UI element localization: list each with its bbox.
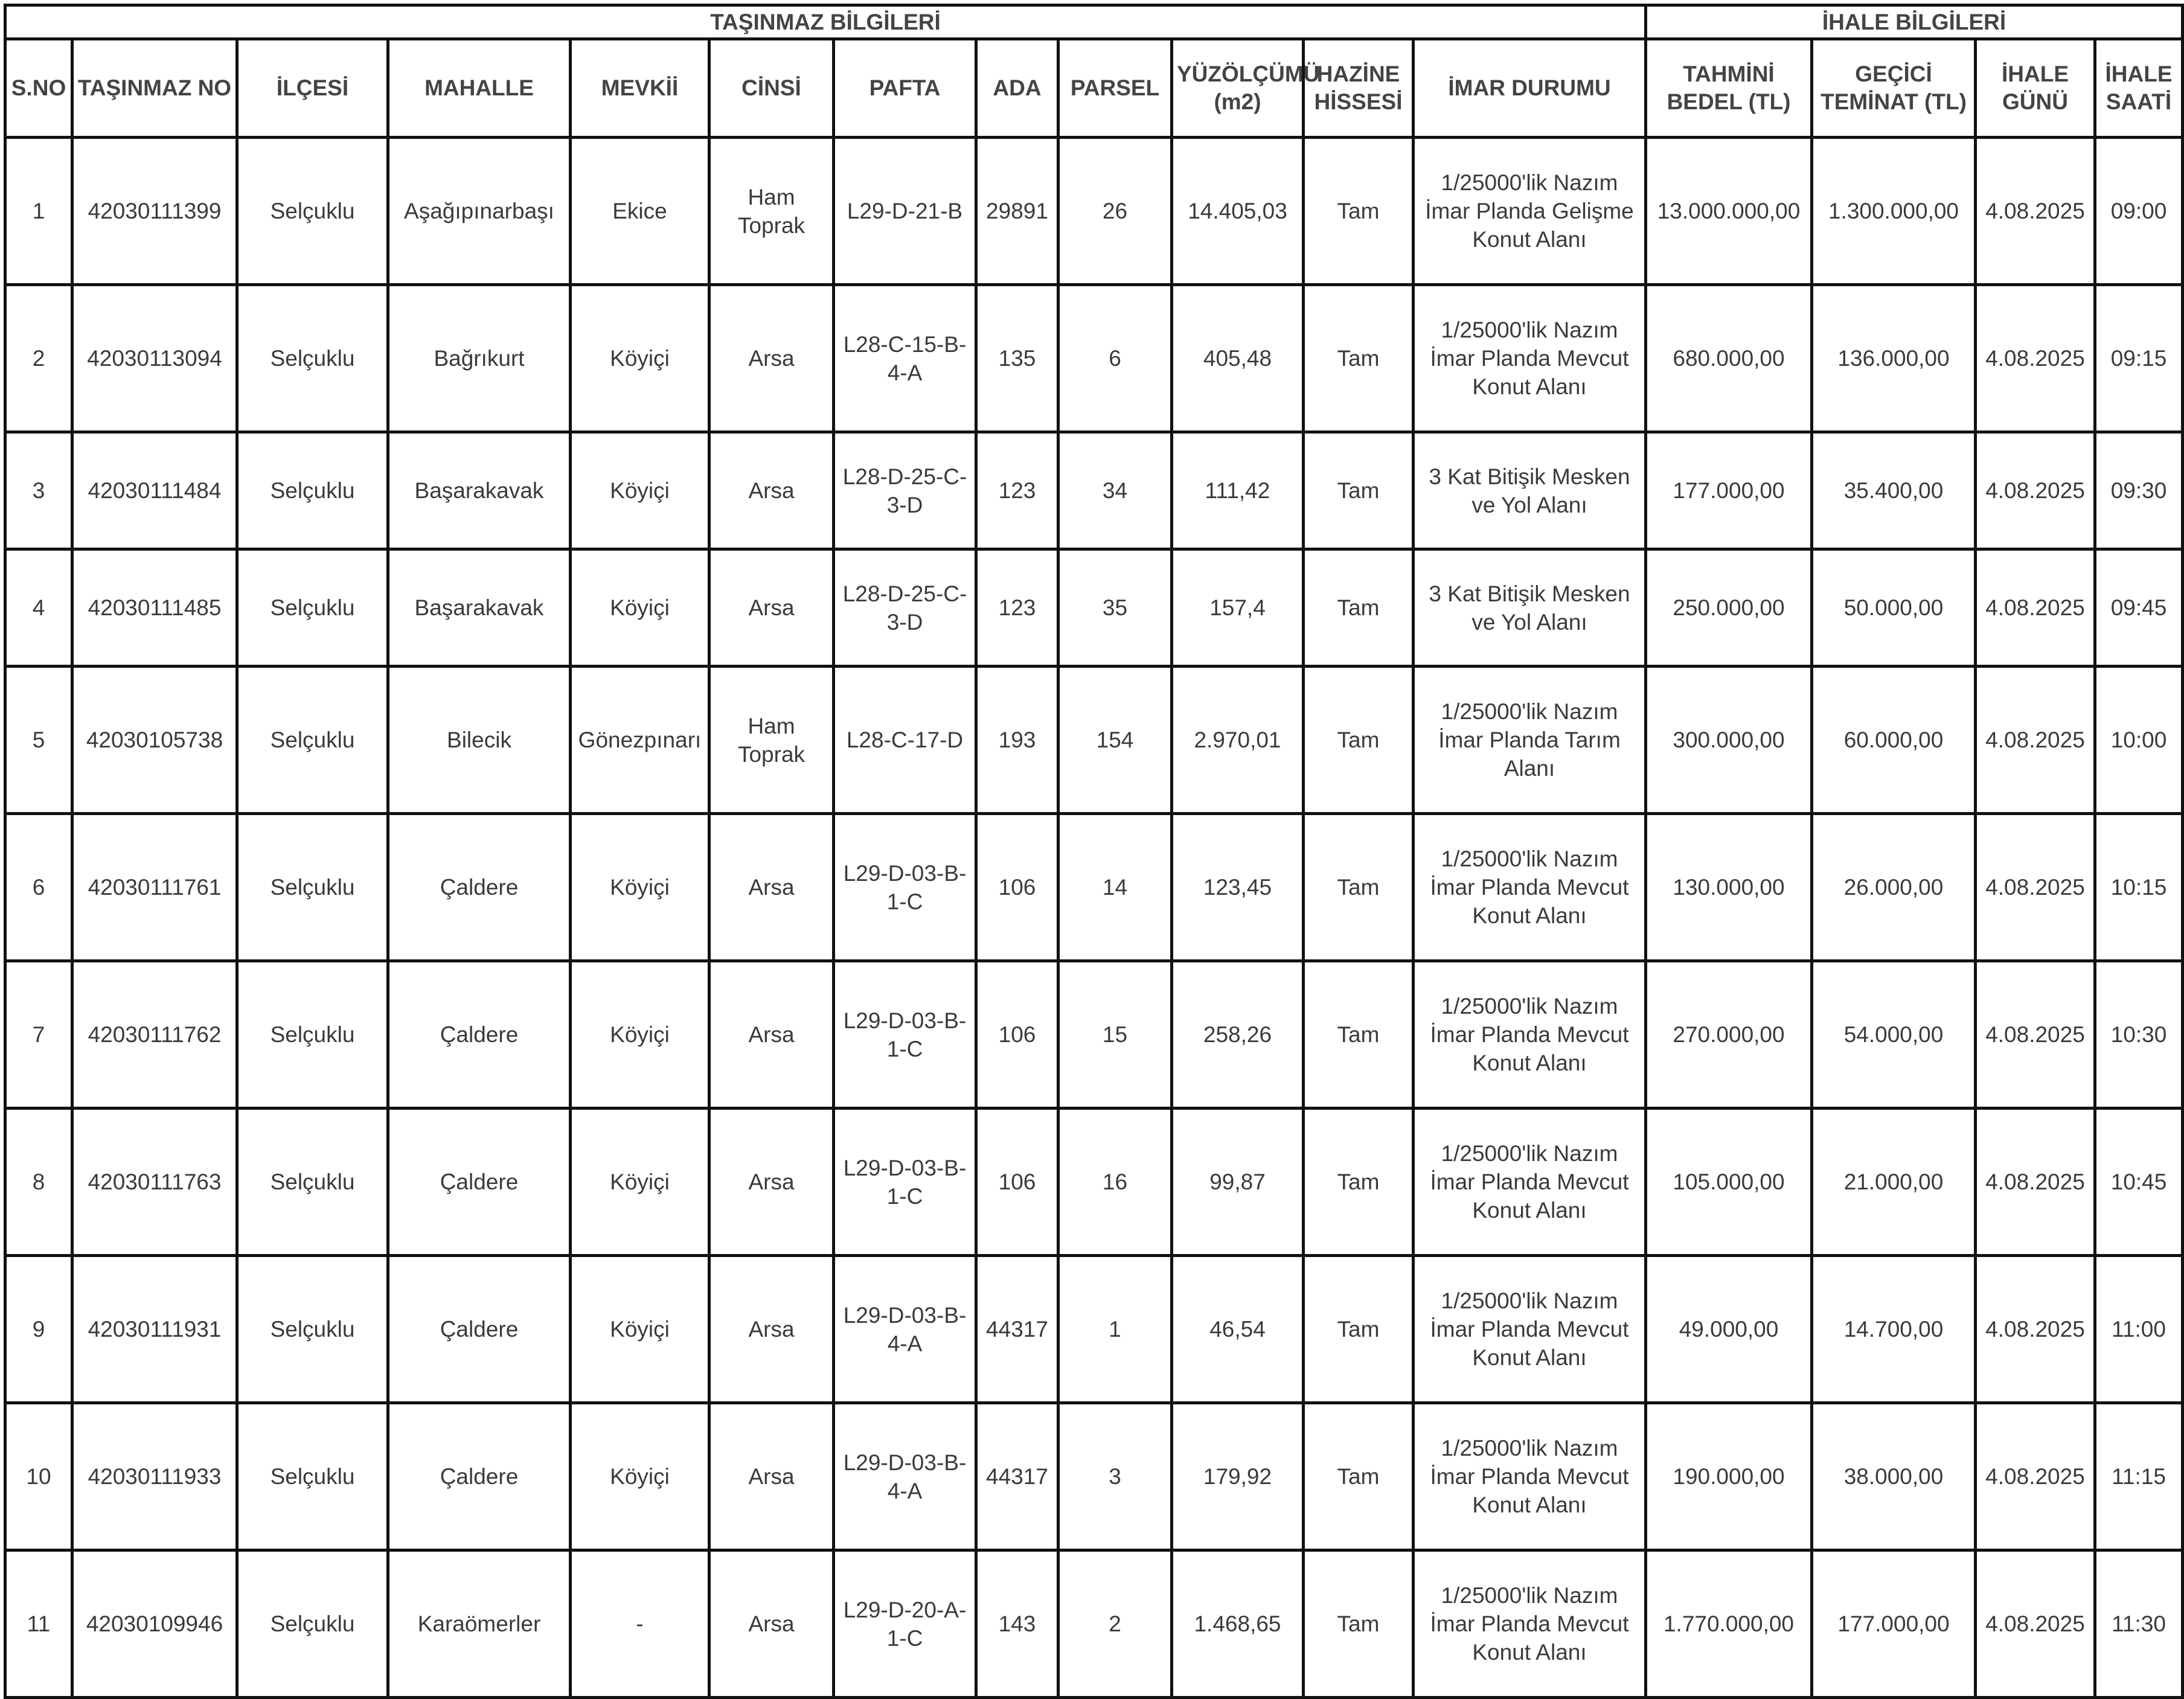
cell-gecici-teminat: 38.000,00 xyxy=(1812,1403,1976,1550)
cell-mevkii: Ekice xyxy=(571,138,709,285)
cell-imar-durumu: 1/25000'lik Nazım İmar Planda Mevcut Konut Alanı xyxy=(1414,814,1646,961)
cell-mahalle: Başarakavak xyxy=(388,432,571,549)
cell-mevkii: Köyiçi xyxy=(571,285,709,432)
cell-imar-durumu: 1/25000'lik Nazım İmar Planda Gelişme Konut Alanı xyxy=(1414,138,1646,285)
cell-tasinmaz-no: 42030109946 xyxy=(72,1550,237,1698)
cell-gecici-teminat: 1.300.000,00 xyxy=(1812,138,1976,285)
cell-pafta: L28-D-25-C-3-D xyxy=(834,432,976,549)
cell-sno: 10 xyxy=(5,1403,72,1550)
cell-ada: 44317 xyxy=(976,1403,1058,1550)
cell-ihale-gunu: 4.08.2025 xyxy=(1976,1256,2095,1403)
cell-ada: 123 xyxy=(976,432,1058,549)
cell-parsel: 3 xyxy=(1058,1403,1172,1550)
cell-ada: 106 xyxy=(976,961,1058,1109)
cell-ihale-gunu: 4.08.2025 xyxy=(1976,667,2095,814)
cell-pafta: L28-C-17-D xyxy=(834,667,976,814)
table-row xyxy=(5,1550,2183,1698)
cell-yuzolcumu: 14.405,03 xyxy=(1172,138,1304,285)
cell-hazine-hissesi: Tam xyxy=(1304,432,1414,549)
cell-cinsi: Arsa xyxy=(709,1550,834,1698)
cell-cinsi: Arsa xyxy=(709,432,834,549)
cell-mevkii: Köyiçi xyxy=(571,1403,709,1550)
cell-sno: 1 xyxy=(5,138,72,285)
cell-ihale-saati: 11:15 xyxy=(2095,1403,2183,1550)
cell-yuzolcumu: 405,48 xyxy=(1172,285,1304,432)
col-header-pafta: PAFTA xyxy=(834,39,976,138)
cell-hazine-hissesi: Tam xyxy=(1304,1403,1414,1550)
table-row xyxy=(5,961,2183,1109)
cell-imar-durumu: 1/25000'lik Nazım İmar Planda Mevcut Konut Alanı xyxy=(1414,1109,1646,1256)
cell-yuzolcumu: 111,42 xyxy=(1172,432,1304,549)
cell-pafta: L29-D-03-B-1-C xyxy=(834,1109,976,1256)
cell-cinsi: Arsa xyxy=(709,961,834,1109)
cell-yuzolcumu: 1.468,65 xyxy=(1172,1550,1304,1698)
table-row xyxy=(5,138,2183,285)
cell-mahalle: Çaldere xyxy=(388,1256,571,1403)
cell-tahmini-bedel: 13.000.000,00 xyxy=(1646,138,1812,285)
cell-ihale-saati: 10:00 xyxy=(2095,667,2183,814)
cell-tahmini-bedel: 49.000,00 xyxy=(1646,1256,1812,1403)
cell-pafta: L29-D-03-B-1-C xyxy=(834,814,976,961)
cell-mevkii: Köyiçi xyxy=(571,1256,709,1403)
cell-ihale-gunu: 4.08.2025 xyxy=(1976,814,2095,961)
cell-imar-durumu: 1/25000'lik Nazım İmar Planda Mevcut Konut Alanı xyxy=(1414,1256,1646,1403)
col-header-tasinmaz-no: TAŞINMAZ NO xyxy=(72,39,237,138)
col-header-gecici-teminat: GEÇİCİ TEMİNAT (TL) xyxy=(1812,39,1976,138)
cell-tasinmaz-no: 42030105738 xyxy=(72,667,237,814)
cell-sno: 5 xyxy=(5,667,72,814)
cell-ihale-saati: 11:30 xyxy=(2095,1550,2183,1698)
cell-pafta: L29-D-20-A-1-C xyxy=(834,1550,976,1698)
cell-ilce: Selçuklu xyxy=(237,1109,388,1256)
cell-imar-durumu: 3 Kat Bitişik Mesken ve Yol Alanı xyxy=(1414,549,1646,667)
cell-tasinmaz-no: 42030111484 xyxy=(72,432,237,549)
cell-ada: 193 xyxy=(976,667,1058,814)
cell-gecici-teminat: 136.000,00 xyxy=(1812,285,1976,432)
cell-sno: 2 xyxy=(5,285,72,432)
cell-tasinmaz-no: 42030111761 xyxy=(72,814,237,961)
cell-ada: 106 xyxy=(976,814,1058,961)
cell-sno: 8 xyxy=(5,1109,72,1256)
cell-imar-durumu: 1/25000'lik Nazım İmar Planda Mevcut Konut Alanı xyxy=(1414,1403,1646,1550)
col-header-cinsi: CİNSİ xyxy=(709,39,834,138)
cell-mahalle: Aşağıpınarbaşı xyxy=(388,138,571,285)
cell-tahmini-bedel: 177.000,00 xyxy=(1646,432,1812,549)
cell-ilce: Selçuklu xyxy=(237,1256,388,1403)
cell-mahalle: Bilecik xyxy=(388,667,571,814)
cell-ada: 135 xyxy=(976,285,1058,432)
table-row xyxy=(5,1256,2183,1403)
cell-ihale-gunu: 4.08.2025 xyxy=(1976,961,2095,1109)
cell-ilce: Selçuklu xyxy=(237,138,388,285)
col-header-ilce: İLÇESİ xyxy=(237,39,388,138)
cell-ihale-gunu: 4.08.2025 xyxy=(1976,549,2095,667)
col-header-imar-durumu: İMAR DURUMU xyxy=(1414,39,1646,138)
cell-gecici-teminat: 177.000,00 xyxy=(1812,1550,1976,1698)
cell-ihale-gunu: 4.08.2025 xyxy=(1976,1403,2095,1550)
auction-table xyxy=(4,4,2184,1699)
cell-cinsi: Arsa xyxy=(709,1109,834,1256)
cell-mevkii: Köyiçi xyxy=(571,432,709,549)
cell-tasinmaz-no: 42030113094 xyxy=(72,285,237,432)
table-row xyxy=(5,432,2183,549)
cell-ada: 44317 xyxy=(976,1256,1058,1403)
cell-parsel: 34 xyxy=(1058,432,1172,549)
cell-pafta: L28-D-25-C-3-D xyxy=(834,549,976,667)
cell-ilce: Selçuklu xyxy=(237,667,388,814)
cell-ihale-saati: 10:30 xyxy=(2095,961,2183,1109)
cell-gecici-teminat: 50.000,00 xyxy=(1812,549,1976,667)
cell-imar-durumu: 1/25000'lik Nazım İmar Planda Mevcut Konut Alanı xyxy=(1414,285,1646,432)
cell-parsel: 14 xyxy=(1058,814,1172,961)
cell-pafta: L28-C-15-B-4-A xyxy=(834,285,976,432)
cell-gecici-teminat: 35.400,00 xyxy=(1812,432,1976,549)
col-header-ihale-gunu: İHALE GÜNÜ xyxy=(1976,39,2095,138)
cell-hazine-hissesi: Tam xyxy=(1304,1256,1414,1403)
cell-ilce: Selçuklu xyxy=(237,1403,388,1550)
table-header xyxy=(5,5,2183,138)
cell-mevkii: Gönezpınarı xyxy=(571,667,709,814)
cell-tahmini-bedel: 105.000,00 xyxy=(1646,1109,1812,1256)
cell-mevkii: Köyiçi xyxy=(571,549,709,667)
cell-tasinmaz-no: 42030111485 xyxy=(72,549,237,667)
cell-ada: 123 xyxy=(976,549,1058,667)
cell-ihale-saati: 09:15 xyxy=(2095,285,2183,432)
cell-parsel: 26 xyxy=(1058,138,1172,285)
cell-cinsi: Arsa xyxy=(709,1403,834,1550)
cell-yuzolcumu: 99,87 xyxy=(1172,1109,1304,1256)
cell-pafta: L29-D-03-B-1-C xyxy=(834,961,976,1109)
cell-mahalle: Çaldere xyxy=(388,814,571,961)
col-header-sno: S.NO xyxy=(5,39,72,138)
cell-pafta: L29-D-03-B-4-A xyxy=(834,1403,976,1550)
cell-hazine-hissesi: Tam xyxy=(1304,138,1414,285)
cell-ilce: Selçuklu xyxy=(237,1550,388,1698)
cell-sno: 6 xyxy=(5,814,72,961)
cell-cinsi: Ham Toprak xyxy=(709,667,834,814)
cell-ihale-saati: 09:45 xyxy=(2095,549,2183,667)
cell-tahmini-bedel: 680.000,00 xyxy=(1646,285,1812,432)
cell-imar-durumu: 1/25000'lik Nazım İmar Planda Tarım Alanı xyxy=(1414,667,1646,814)
cell-yuzolcumu: 258,26 xyxy=(1172,961,1304,1109)
cell-cinsi: Ham Toprak xyxy=(709,138,834,285)
cell-tasinmaz-no: 42030111933 xyxy=(72,1403,237,1550)
cell-sno: 7 xyxy=(5,961,72,1109)
cell-hazine-hissesi: Tam xyxy=(1304,549,1414,667)
group-ihale-bilgileri: İHALE BİLGİLERİ xyxy=(1646,5,2183,39)
col-header-parsel: PARSEL xyxy=(1058,39,1172,138)
table-row xyxy=(5,1109,2183,1256)
col-header-ihale-saati: İHALE SAATİ xyxy=(2095,39,2183,138)
cell-hazine-hissesi: Tam xyxy=(1304,667,1414,814)
table-row xyxy=(5,285,2183,432)
cell-tasinmaz-no: 42030111762 xyxy=(72,961,237,1109)
cell-mahalle: Başarakavak xyxy=(388,549,571,667)
table-row xyxy=(5,667,2183,814)
column-header-row xyxy=(5,39,2183,138)
cell-ilce: Selçuklu xyxy=(237,432,388,549)
cell-ilce: Selçuklu xyxy=(237,814,388,961)
cell-ihale-saati: 10:15 xyxy=(2095,814,2183,961)
cell-parsel: 35 xyxy=(1058,549,1172,667)
cell-mahalle: Bağrıkurt xyxy=(388,285,571,432)
cell-yuzolcumu: 157,4 xyxy=(1172,549,1304,667)
cell-hazine-hissesi: Tam xyxy=(1304,1550,1414,1698)
cell-imar-durumu: 3 Kat Bitişik Mesken ve Yol Alanı xyxy=(1414,432,1646,549)
cell-ihale-gunu: 4.08.2025 xyxy=(1976,285,2095,432)
cell-parsel: 15 xyxy=(1058,961,1172,1109)
cell-mahalle: Çaldere xyxy=(388,961,571,1109)
cell-ihale-saati: 10:45 xyxy=(2095,1109,2183,1256)
cell-tahmini-bedel: 250.000,00 xyxy=(1646,549,1812,667)
cell-ada: 29891 xyxy=(976,138,1058,285)
cell-ihale-saati: 09:00 xyxy=(2095,138,2183,285)
cell-cinsi: Arsa xyxy=(709,814,834,961)
group-header-row xyxy=(5,5,2183,39)
col-header-ada: ADA xyxy=(976,39,1058,138)
cell-cinsi: Arsa xyxy=(709,549,834,667)
cell-gecici-teminat: 54.000,00 xyxy=(1812,961,1976,1109)
cell-mevkii: Köyiçi xyxy=(571,1109,709,1256)
cell-mahalle: Çaldere xyxy=(388,1109,571,1256)
cell-ilce: Selçuklu xyxy=(237,961,388,1109)
cell-sno: 4 xyxy=(5,549,72,667)
cell-pafta: L29-D-21-B xyxy=(834,138,976,285)
cell-mahalle: Karaömerler xyxy=(388,1550,571,1698)
cell-tasinmaz-no: 42030111399 xyxy=(72,138,237,285)
cell-pafta: L29-D-03-B-4-A xyxy=(834,1256,976,1403)
cell-ihale-gunu: 4.08.2025 xyxy=(1976,1550,2095,1698)
cell-parsel: 2 xyxy=(1058,1550,1172,1698)
cell-tahmini-bedel: 270.000,00 xyxy=(1646,961,1812,1109)
cell-ada: 106 xyxy=(976,1109,1058,1256)
cell-mevkii: Köyiçi xyxy=(571,814,709,961)
col-header-hazine-hissesi: HAZİNE HİSSESİ xyxy=(1304,39,1414,138)
cell-gecici-teminat: 60.000,00 xyxy=(1812,667,1976,814)
cell-ilce: Selçuklu xyxy=(237,285,388,432)
col-header-tahmini-bedel: TAHMİNİ BEDEL (TL) xyxy=(1646,39,1812,138)
cell-mahalle: Çaldere xyxy=(388,1403,571,1550)
col-header-yuzolcumu: YÜZÖLÇÜMÜ (m2) xyxy=(1172,39,1304,138)
cell-ihale-gunu: 4.08.2025 xyxy=(1976,138,2095,285)
cell-hazine-hissesi: Tam xyxy=(1304,961,1414,1109)
cell-ihale-saati: 11:00 xyxy=(2095,1256,2183,1403)
cell-imar-durumu: 1/25000'lik Nazım İmar Planda Mevcut Konut Alanı xyxy=(1414,1550,1646,1698)
cell-tasinmaz-no: 42030111931 xyxy=(72,1256,237,1403)
cell-tahmini-bedel: 190.000,00 xyxy=(1646,1403,1812,1550)
cell-tahmini-bedel: 130.000,00 xyxy=(1646,814,1812,961)
cell-imar-durumu: 1/25000'lik Nazım İmar Planda Mevcut Konut Alanı xyxy=(1414,961,1646,1109)
cell-parsel: 1 xyxy=(1058,1256,1172,1403)
cell-gecici-teminat: 14.700,00 xyxy=(1812,1256,1976,1403)
cell-yuzolcumu: 179,92 xyxy=(1172,1403,1304,1550)
cell-gecici-teminat: 26.000,00 xyxy=(1812,814,1976,961)
table-row xyxy=(5,814,2183,961)
cell-sno: 9 xyxy=(5,1256,72,1403)
group-tasinmaz-bilgileri: TAŞINMAZ BİLGİLERİ xyxy=(5,5,1646,39)
col-header-mahalle: MAHALLE xyxy=(388,39,571,138)
cell-ihale-gunu: 4.08.2025 xyxy=(1976,1109,2095,1256)
cell-ihale-gunu: 4.08.2025 xyxy=(1976,432,2095,549)
cell-cinsi: Arsa xyxy=(709,1256,834,1403)
cell-mevkii: - xyxy=(571,1550,709,1698)
cell-parsel: 16 xyxy=(1058,1109,1172,1256)
table-body xyxy=(5,138,2183,1698)
cell-parsel: 154 xyxy=(1058,667,1172,814)
cell-hazine-hissesi: Tam xyxy=(1304,814,1414,961)
cell-sno: 3 xyxy=(5,432,72,549)
cell-sno: 11 xyxy=(5,1550,72,1698)
cell-ilce: Selçuklu xyxy=(237,549,388,667)
cell-ada: 143 xyxy=(976,1550,1058,1698)
cell-ihale-saati: 09:30 xyxy=(2095,432,2183,549)
cell-tahmini-bedel: 300.000,00 xyxy=(1646,667,1812,814)
cell-tasinmaz-no: 42030111763 xyxy=(72,1109,237,1256)
cell-cinsi: Arsa xyxy=(709,285,834,432)
table-row xyxy=(5,549,2183,667)
cell-tahmini-bedel: 1.770.000,00 xyxy=(1646,1550,1812,1698)
cell-yuzolcumu: 123,45 xyxy=(1172,814,1304,961)
cell-yuzolcumu: 2.970,01 xyxy=(1172,667,1304,814)
cell-parsel: 6 xyxy=(1058,285,1172,432)
col-header-mevkii: MEVKİİ xyxy=(571,39,709,138)
cell-mevkii: Köyiçi xyxy=(571,961,709,1109)
table-row xyxy=(5,1403,2183,1550)
cell-gecici-teminat: 21.000,00 xyxy=(1812,1109,1976,1256)
cell-hazine-hissesi: Tam xyxy=(1304,1109,1414,1256)
cell-yuzolcumu: 46,54 xyxy=(1172,1256,1304,1403)
cell-hazine-hissesi: Tam xyxy=(1304,285,1414,432)
